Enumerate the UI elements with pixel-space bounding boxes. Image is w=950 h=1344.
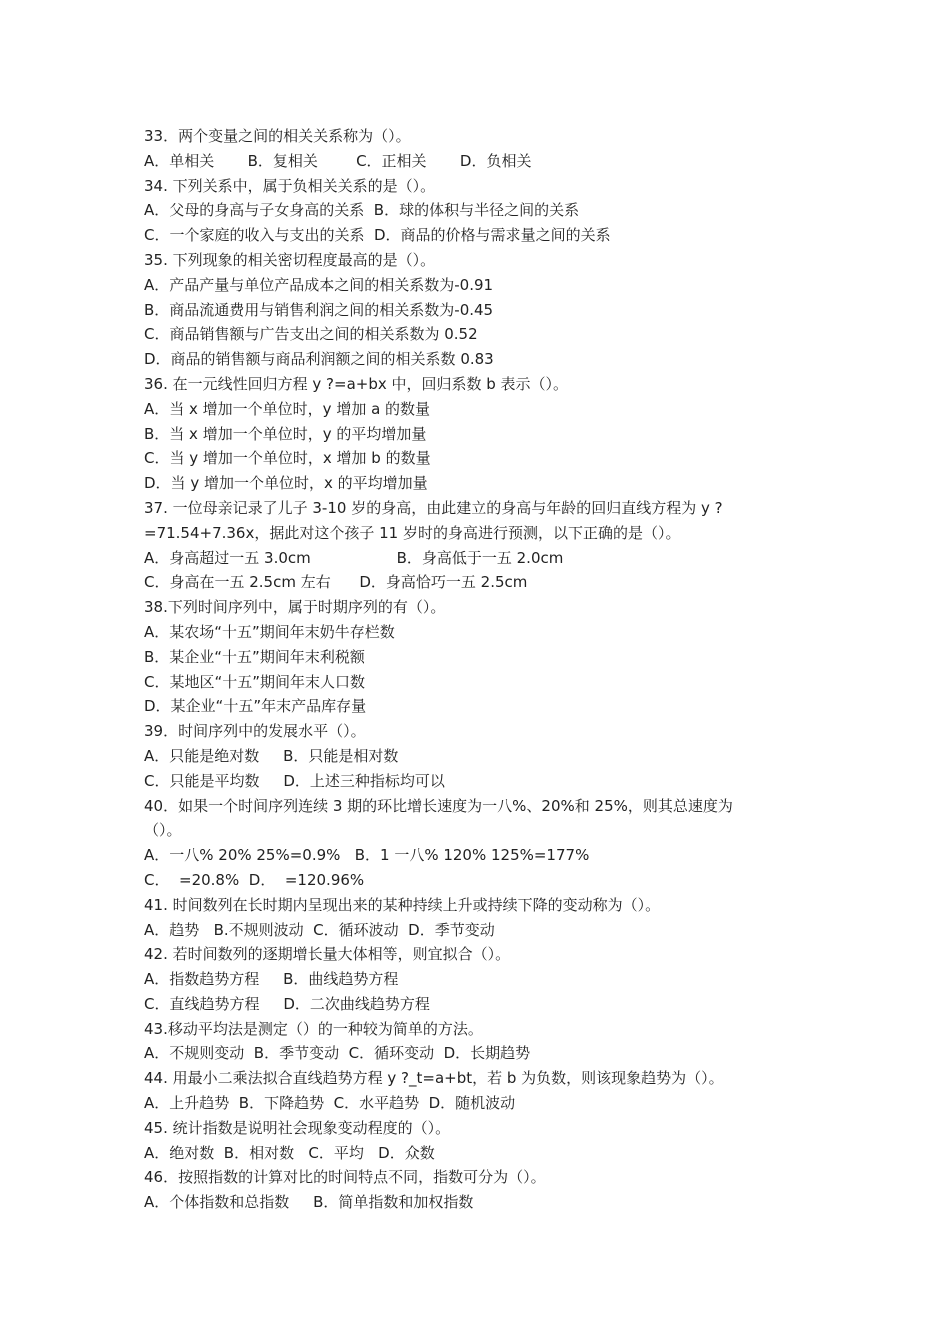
text-line: A．单相关 B．复相关 C．正相关 D．负相关 bbox=[144, 151, 532, 170]
text-line: A．趋势 B.不规则波动 C．循环波动 D．季节变动 bbox=[144, 920, 495, 939]
text-line: D．商品的销售额与商品利润额之间的相关系数 0.83 bbox=[144, 350, 494, 369]
text-line: A．当 x 增加一个单位时，y 增加 a 的数量 bbox=[144, 399, 431, 418]
text-line: 41. 时间数列在长时期内呈现出来的某种持续上升或持续下降的变动称为（）。 bbox=[144, 895, 661, 914]
text-line: B．商品流通费用与销售利润之间的相关系数为-0.45 bbox=[144, 300, 494, 319]
text-line: A．产品产量与单位产品成本之间的相关系数为-0.91 bbox=[144, 275, 494, 294]
text-line: A．绝对数 B．相对数 C．平均 D．众数 bbox=[144, 1143, 435, 1162]
text-line: 37. 一位母亲记录了儿子 3-10 岁的身高，由此建立的身高与年龄的回归直线方程为 y ? bbox=[144, 498, 723, 517]
text-line: 44. 用最小二乘法拟合直线趋势方程 y ?_t=a+bt，若 b 为负数，则该现象趋势为（）。 bbox=[144, 1069, 724, 1088]
text-line: C．某地区“十五”期间年末人口数 bbox=[144, 672, 366, 691]
text-line: C．商品销售额与广告支出之间的相关系数为 0.52 bbox=[144, 325, 478, 344]
text-line: C．当 y 增加一个单位时，x 增加 b 的数量 bbox=[144, 449, 431, 468]
text-line: C．只能是平均数 D．上述三种指标均可以 bbox=[144, 771, 445, 790]
text-line: D．当 y 增加一个单位时，x 的平均增加量 bbox=[144, 474, 428, 493]
text-line: （）。 bbox=[144, 821, 182, 840]
text-line: 34. 下列关系中，属于负相关关系的是（）。 bbox=[144, 176, 436, 195]
text-line: 42. 若时间数列的逐期增长量大体相等，则宜拟合（）。 bbox=[144, 945, 511, 964]
text-line: A．父母的身高与子女身高的关系 B．球的体积与半径之间的关系 bbox=[144, 201, 580, 220]
text-line: =71.54+7.36x，据此对这个孩子 11 岁时的身高进行预测，以下正确的是（）。 bbox=[144, 523, 681, 542]
text-line: A．不规则变动 B．季节变动 C．循环变动 D．长期趋势 bbox=[144, 1044, 531, 1063]
text-line: 33．两个变量之间的相关关系称为（）。 bbox=[144, 127, 411, 145]
document-body bbox=[144, 124, 794, 1215]
text-line: 43.移动平均法是测定（）的一种较为简单的方法。 bbox=[144, 1019, 483, 1038]
text-line: C．一个家庭的收入与支出的关系 D．商品的价格与需求量之间的关系 bbox=[144, 226, 611, 245]
text-line: A．个体指数和总指数 B．简单指数和加权指数 bbox=[144, 1193, 474, 1212]
text-line: A．上升趋势 B．下降趋势 C．水平趋势 D．随机波动 bbox=[144, 1094, 516, 1113]
text-line: 38.下列时间序列中，属于时期序列的有（）。 bbox=[144, 598, 446, 617]
text-line: C． =20.8% D． =120.96% bbox=[144, 870, 365, 889]
text-line: B．某企业“十五”期间年末利税额 bbox=[144, 647, 365, 666]
text-line: 40．如果一个时间序列连续 3 期的环比增长速度为一八%、20%和 25%，则其总速度为 bbox=[144, 796, 733, 815]
text-line: A．只能是绝对数 B．只能是相对数 bbox=[144, 746, 399, 765]
text-line: 46．按照指数的计算对比的时间特点不同，指数可分为（）。 bbox=[144, 1168, 546, 1187]
text-line: A．身高超过一五 3.0cm B．身高低于一五 2.0cm bbox=[144, 548, 564, 567]
text-line: D．某企业“十五”年末产品库存量 bbox=[144, 697, 367, 716]
text-line: B．当 x 增加一个单位时，y 的平均增加量 bbox=[144, 424, 427, 443]
text-line: 39．时间序列中的发展水平（）。 bbox=[144, 722, 366, 741]
text-line: 35. 下列现象的相关密切程度最高的是（）。 bbox=[144, 250, 436, 269]
text-line: A．指数趋势方程 B．曲线趋势方程 bbox=[144, 970, 399, 989]
text-line: 45. 统计指数是说明社会现象变动程度的（）。 bbox=[144, 1118, 451, 1137]
text-line: A．某农场“十五”期间年末奶牛存栏数 bbox=[144, 622, 395, 641]
text-line: C．直线趋势方程 D．二次曲线趋势方程 bbox=[144, 994, 430, 1013]
text-line: 36. 在一元线性回归方程 y ?=a+bx 中，回归系数 b 表示（）。 bbox=[144, 374, 569, 393]
text-line: C．身高在一五 2.5cm 左右 D．身高恰巧一五 2.5cm bbox=[144, 573, 528, 592]
text-line: A．一八% 20% 25%=0.9% B．1 一八% 120% 125%=177% bbox=[144, 846, 590, 865]
